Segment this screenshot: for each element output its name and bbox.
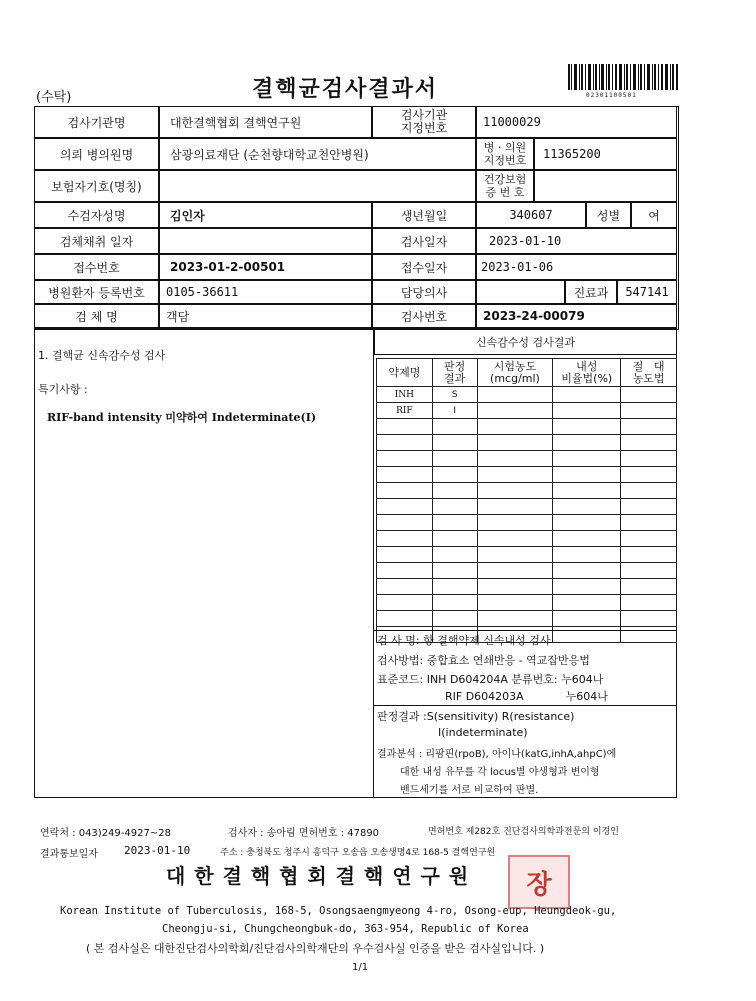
susceptibility-cell: [432, 563, 477, 579]
label-test-date: 검사일자: [372, 228, 476, 254]
label-department: 진료과: [565, 280, 617, 304]
special-note: RIF-band intensity 미약하여 Indeterminate(I): [47, 411, 317, 424]
label-doctor: 담당의사: [372, 280, 476, 304]
susceptibility-cell: [432, 467, 477, 483]
susceptibility-cell: [432, 483, 477, 499]
label-lab-code: 검사기관 지정번호: [372, 106, 476, 138]
inspector: 검사자 : 송아림 면허번호 : 47890: [228, 828, 380, 839]
susceptibility-cell: [621, 531, 677, 547]
susceptibility-cell: [621, 595, 677, 611]
susceptibility-cell: [477, 531, 553, 547]
susceptibility-cell: [432, 611, 477, 627]
susceptibility-empty-row: [377, 547, 677, 563]
susceptibility-cell: [377, 483, 433, 499]
susceptibility-cell: [477, 595, 553, 611]
susceptibility-empty-row: [377, 435, 677, 451]
method-test-name: 검 사 명: 항 결핵약제 신속내성 검사: [377, 634, 551, 647]
susceptibility-cell: [553, 563, 621, 579]
value-receipt-no: 2023-01-2-00501: [159, 254, 372, 280]
certification: ( 본 검사실은 대한진단검사의학회/진단검사의학재단의 우수검사실 인증을 받은 검사실입니다. ): [86, 942, 545, 955]
label-insurer: 보험자기호(명칭): [34, 170, 159, 202]
susceptibility-cell: I: [432, 403, 477, 419]
susceptibility-empty-row: [377, 483, 677, 499]
susceptibility-cell: [553, 595, 621, 611]
col-drug: 약제명: [377, 359, 433, 387]
susceptibility-cell: [553, 611, 621, 627]
value-insurance-no: [534, 170, 677, 202]
value-hospital: 삼광의료재단 (순천향대학교천안병원): [159, 138, 476, 170]
susceptibility-cell: [553, 515, 621, 531]
method-mid-rule: [374, 705, 677, 706]
susceptibility-row: [377, 387, 677, 403]
analysis-line-3: 밴드세기를 서로 비교하여 판별.: [400, 785, 539, 796]
susceptibility-cell: [621, 499, 677, 515]
barcode: [568, 64, 678, 90]
susceptibility-cell: [377, 579, 433, 595]
label-receipt-no: 접수번호: [34, 254, 159, 280]
susceptibility-cell: [377, 531, 433, 547]
susceptibility-empty-row: [377, 563, 677, 579]
value-patient-reg-no: 0105-36611: [159, 280, 372, 304]
result-divider: [373, 328, 374, 798]
susceptibility-cell: [553, 419, 621, 435]
susceptibility-cell: [432, 499, 477, 515]
susceptibility-cell: [621, 435, 677, 451]
official-seal: 장: [508, 855, 570, 909]
susceptibility-cell: [432, 451, 477, 467]
value-hospital-code: 11365200: [534, 138, 677, 170]
analysis-line-1: 결과분석 : 리팜핀(rpoB), 아이나(katG,inhA,ahpC)에: [377, 749, 617, 760]
susceptibility-cell: [477, 499, 553, 515]
label-test-no: 검사번호: [372, 304, 476, 328]
method-std-code-1: 표준코드: INH D604204A 분류번호: 누604나: [377, 673, 604, 686]
contact: 연락처 : 043)249-4927~28: [40, 828, 171, 839]
page-number: 1/1: [352, 962, 369, 973]
susceptibility-cell: [477, 419, 553, 435]
value-insurer: [159, 170, 476, 202]
susceptibility-empty-row: [377, 531, 677, 547]
license-info: 면허번호 제282호 진단검사의학과전문의 이경인: [428, 827, 619, 837]
label-hospital-code: 병 · 의원 지정번호: [476, 138, 534, 170]
susceptibility-cell: [553, 435, 621, 451]
susceptibility-cell: [432, 531, 477, 547]
report-date-label: 결과통보일자: [40, 849, 98, 860]
special-notes-label: 특기사항 :: [38, 383, 88, 396]
susceptibility-cell: [553, 387, 621, 403]
susceptibility-cell: [377, 611, 433, 627]
analysis-line-2: 대한 내성 유무를 각 locus별 야생형과 변이형: [400, 767, 600, 778]
page-title: 결핵균검사결과서: [252, 77, 439, 102]
susceptibility-cell: [553, 451, 621, 467]
susceptibility-cell: [432, 547, 477, 563]
method-std-code-2: RIF D604203A 누604나: [445, 690, 608, 703]
col-concentration: 시험농도 (mcg/ml): [477, 359, 553, 387]
susceptibility-cell: [553, 627, 621, 643]
susceptibility-empty-row: [377, 515, 677, 531]
susceptibility-cell: [432, 419, 477, 435]
susceptibility-cell: [621, 419, 677, 435]
susceptibility-cell: [377, 435, 433, 451]
label-sex: 성별: [586, 202, 631, 228]
label-collection-date: 검체채취 일자: [34, 228, 159, 254]
label-hospital: 의뢰 병의원명: [34, 138, 159, 170]
susceptibility-empty-row: [377, 451, 677, 467]
susceptibility-cell: [477, 403, 553, 419]
susceptibility-cell: S: [432, 387, 477, 403]
susceptibility-cell: [377, 467, 433, 483]
susceptibility-cell: [477, 515, 553, 531]
col-resistance-ratio: 내성 비율법(%): [553, 359, 621, 387]
susceptibility-empty-row: [377, 579, 677, 595]
susceptibility-cell: [432, 515, 477, 531]
susceptibility-cell: [477, 467, 553, 483]
susceptibility-cell: [477, 563, 553, 579]
value-department: 547141: [617, 280, 677, 304]
susceptibility-cell: [432, 595, 477, 611]
susceptibility-cell: [621, 467, 677, 483]
value-test-date: 2023-01-10: [476, 228, 677, 254]
susceptibility-cell: [477, 611, 553, 627]
value-specimen: 객담: [159, 304, 372, 328]
judge-line-1: 판정결과 :S(sensitivity) R(resistance): [377, 710, 575, 723]
susceptibility-cell: [553, 579, 621, 595]
susceptibility-cell: [477, 435, 553, 451]
label-patient-name: 수검자성명: [34, 202, 159, 228]
susceptibility-row: [377, 403, 677, 419]
susceptibility-cell: [553, 499, 621, 515]
label-insurance-no: 건강보험 증 번 호: [476, 170, 534, 202]
label-patient-reg-no: 병원환자 등록번호: [34, 280, 159, 304]
method-test-method: 검사방법: 중합효소 연쇄반응 - 역교잡반응법: [377, 654, 590, 667]
susceptibility-cell: [553, 483, 621, 499]
susceptibility-cell: [553, 403, 621, 419]
value-patient-name: 김인자: [159, 202, 372, 228]
value-collection-date: [159, 228, 372, 254]
susceptibility-cell: [553, 547, 621, 563]
susceptibility-cell: [621, 483, 677, 499]
susceptibility-empty-row: [377, 419, 677, 435]
col-absolute: 절 대 농도법: [621, 359, 677, 387]
susceptibility-cell: [377, 419, 433, 435]
susceptibility-cell: [621, 563, 677, 579]
susceptibility-empty-row: [377, 499, 677, 515]
susceptibility-cell: [432, 435, 477, 451]
institute-name: 대 한 결 핵 협 회 결 핵 연 구 원: [166, 864, 470, 888]
susceptibility-cell: [477, 451, 553, 467]
susceptibility-cell: [377, 547, 433, 563]
en-address-2: Cheongju-si, Chungcheongbuk-do, 363-954, Republic of Korea: [162, 923, 529, 935]
susceptibility-cell: [377, 595, 433, 611]
susceptibility-empty-row: [377, 595, 677, 611]
label-lab-name: 검사기관명: [34, 106, 159, 138]
susceptibility-empty-row: [377, 467, 677, 483]
label-birthdate: 생년월일: [372, 202, 476, 228]
susceptibility-cell: [377, 451, 433, 467]
label-specimen: 검 체 명: [34, 304, 159, 328]
susceptibility-cell: RIF: [377, 403, 433, 419]
susceptibility-cell: [621, 547, 677, 563]
report-date: 2023-01-10: [124, 844, 191, 857]
judge-line-2: I(indeterminate): [438, 726, 528, 739]
address: 주소 : 충청북도 청주시 흥덕구 오송읍 오송생명4로 168-5 결핵연구원: [220, 848, 496, 858]
susceptibility-cell: [621, 451, 677, 467]
value-lab-code: 11000029: [476, 106, 677, 138]
susceptibility-cell: [621, 627, 677, 643]
susceptibility-cell: [621, 387, 677, 403]
susceptibility-cell: [477, 387, 553, 403]
susceptibility-cell: [477, 579, 553, 595]
susceptibility-cell: [621, 579, 677, 595]
susceptibility-cell: [377, 499, 433, 515]
susceptibility-cell: [377, 515, 433, 531]
susceptibility-table: [376, 358, 677, 643]
susceptibility-cell: INH: [377, 387, 433, 403]
susceptibility-cell: [621, 403, 677, 419]
barcode-number: 02301100501: [586, 92, 637, 99]
susceptibility-cell: [477, 483, 553, 499]
susceptibility-cell: [477, 547, 553, 563]
receipt-label: (수탁): [36, 90, 72, 105]
test-heading: 1. 결핵균 신속감수성 검사: [38, 349, 166, 362]
susceptibility-cell: [432, 579, 477, 595]
value-sex: 여: [631, 202, 677, 228]
value-birthdate: 340607: [476, 202, 586, 228]
label-receipt-date: 접수일자: [372, 254, 476, 280]
method-top-rule: [374, 630, 677, 631]
susceptibility-title: 신속감수성 검사결과: [374, 328, 677, 355]
susceptibility-cell: [553, 531, 621, 547]
value-doctor: [476, 280, 565, 304]
susceptibility-cell: [553, 467, 621, 483]
value-receipt-date: 2023-01-06: [476, 254, 677, 280]
value-test-no: 2023-24-00079: [476, 304, 677, 328]
susceptibility-cell: [621, 515, 677, 531]
col-result: 판정 결과: [432, 359, 477, 387]
susceptibility-empty-row: [377, 611, 677, 627]
susceptibility-cell: [377, 563, 433, 579]
susceptibility-cell: [621, 611, 677, 627]
en-address-1: Korean Institute of Tuberculosis, 168-5, Osongsaengmyeong 4-ro, Osong-eup, Heungdeok-gu,: [60, 905, 617, 917]
value-lab-name: 대한결핵협회 결핵연구원: [159, 106, 372, 138]
